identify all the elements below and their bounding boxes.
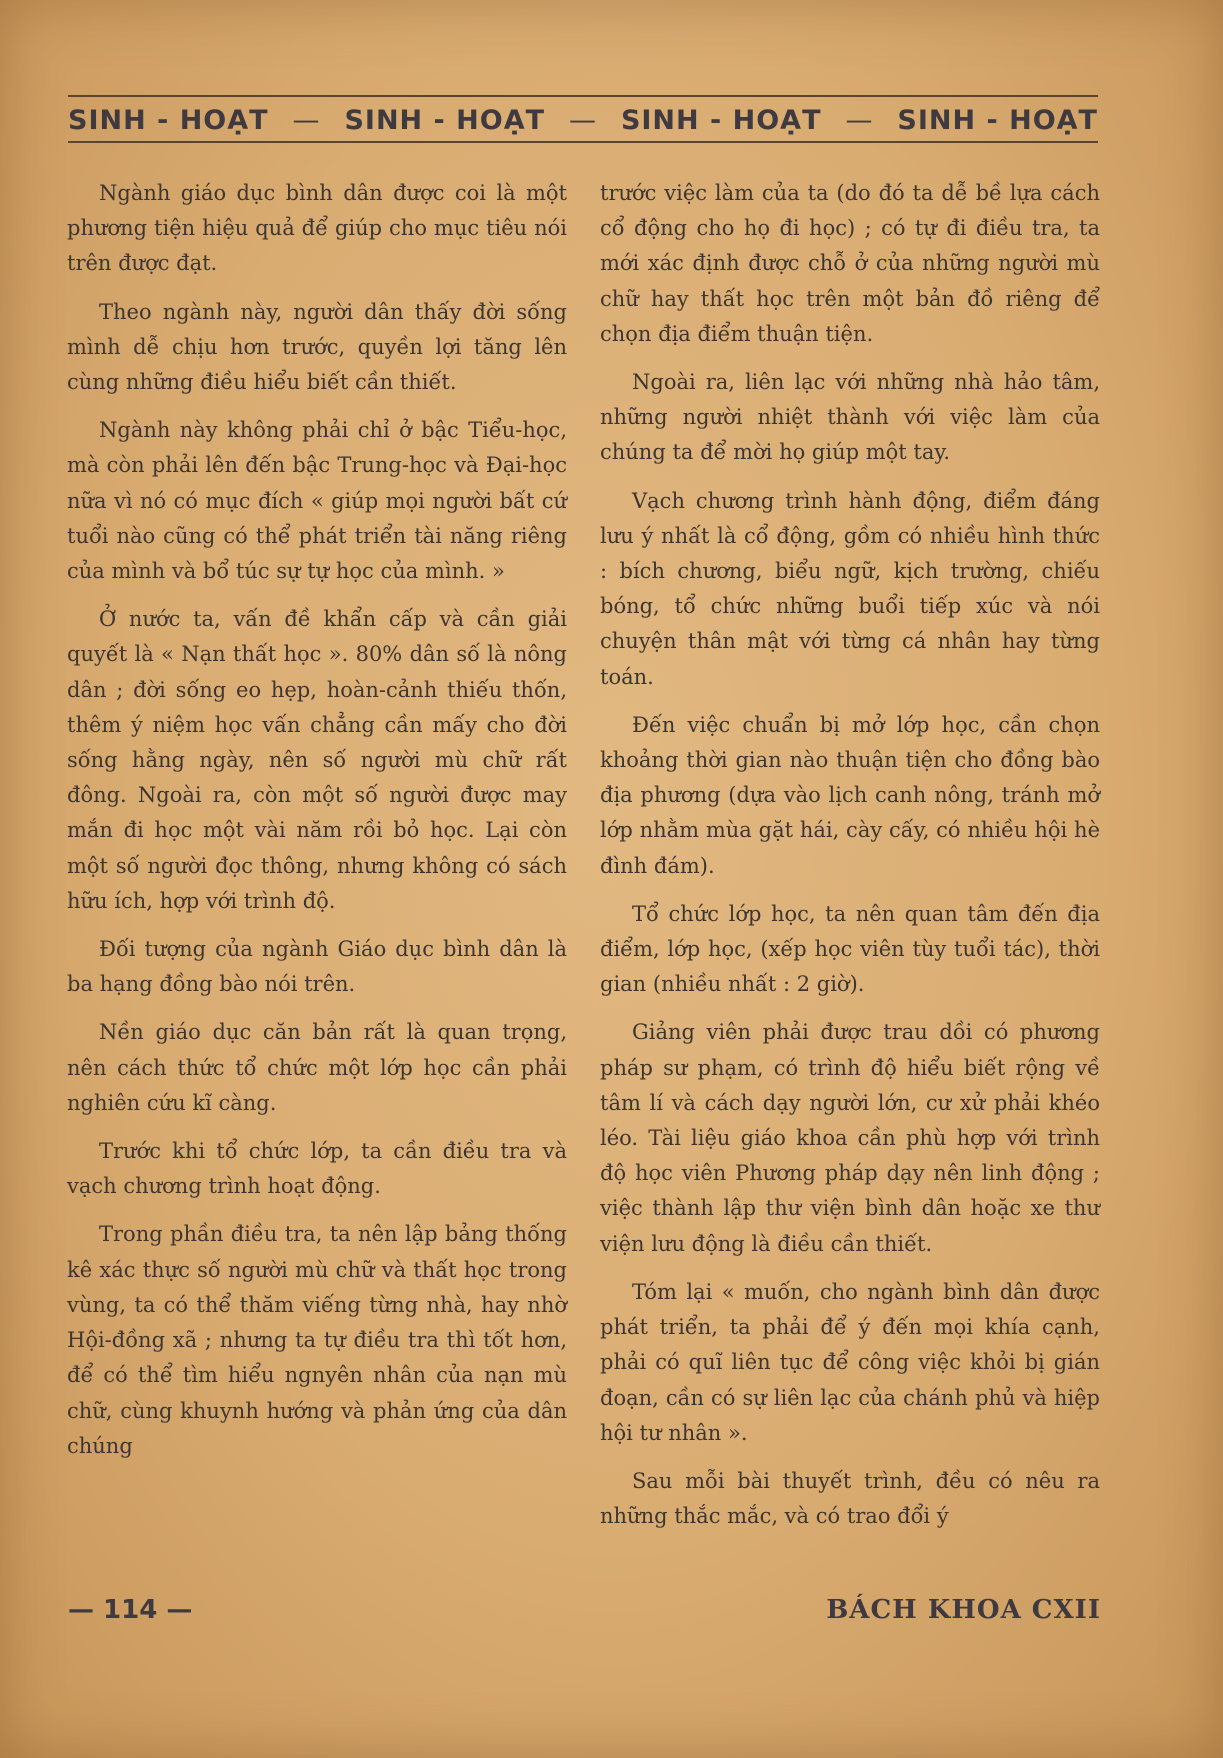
paragraph: Tóm lại « muốn, cho ngành bình dân được phát triển, ta phải để ý đến mọi khía cạnh, phải có quĩ liên tục để công việc khỏi bị gián đoạn, cần có sự liên lạc của chánh phủ và hiệp hội tư nhân ». [600,1279,1100,1445]
paragraph: Giảng viên phải được trau dồi có phương pháp sư phạm, có trình độ hiểu biết rộng về tâm lí và cách dạy người lớn, cư xử phải khéo léo. Tài liệu giáo khoa cần phù hợp với trình độ học viên Phương pháp dạy nên linh động ; việc thành lập thư viện bình dân hoặc xe thư viện lưu động là điều cần thiết. [600,1020,1100,1256]
header-item: SINH - HOẠT [344,104,546,136]
header-item: SINH - HOẠT [620,104,822,136]
header-separator: — [568,104,597,136]
header-separator: — [845,104,874,136]
header-bottom-rule [68,141,1098,143]
paragraph: Ngoài ra, liên lạc với những nhà hảo tâm, những người nhiệt thành với việc làm của chúng ta để mời họ giúp một tay. [600,370,1100,465]
paragraph: Trong phần điều tra, ta nên lập bảng thống kê xác thực số người mù chữ và thất học trong vùng, ta có thể thăm viếng từng nhà, hay nhờ Hội-đồng xã ; nhưng ta tự điều tra thì tốt hơn, để có thể tìm hiểu ngnyên nhân của nạn mù chữ, cùng khuynh hướng và phản ứng của dân chúng [67,1222,567,1458]
paragraph: Nền giáo dục căn bản rất là quan trọng, nên cách thức tổ chức một lớp học cần phải nghiên cứu kĩ càng. [67,1020,567,1115]
paragraph: Ở nước ta, vấn đề khẩn cấp và cần giải quyết là « Nạn thất học ». 80% dân số là nông dân ; đời sống eo hẹp, hoàn-cảnh thiếu thốn, thêm ý niệm học vấn chẳng cần mấy cho đời sống hằng ngày, nên số người mù chữ rất đông. Ngoài ra, còn một số người được may mắn đi học một vài năm rồi bỏ học. Lại còn một số người đọc thông, nhưng không có sách hữu ích, hợp với trình độ. [67,607,567,913]
paragraph: Theo ngành này, người dân thấy đời sống mình dễ chịu hơn trước, quyền lợi tăng lên cùng những điều hiểu biết cần thiết. [67,299,567,395]
right-column [600,176,1100,1547]
paragraph: Đối tượng của ngành Giáo dục bình dân là ba hạng đồng bào nói trên. [67,937,567,997]
paragraph: Đến việc chuẩn bị mở lớp học, cần chọn khoảng thời gian nào thuận tiện cho đồng bào địa phương (dựa vào lịch canh nông, tránh mở lớp nhằm mùa gặt hái, cày cấy, có nhiều hội hè đình đám). [600,712,1100,878]
paragraph: Ngành giáo dục bình dân được coi là một phương tiện hiệu quả để giúp cho mục tiêu nói trên được đạt. [67,181,567,276]
header-top-rule [68,95,1098,97]
paragraph: Vạch chương trình hành động, điểm đáng lưu ý nhất là cổ động, gồm có nhiều hình thức : bích chương, biểu ngữ, kịch trường, chiếu bóng, tổ chức những buổi tiếp xúc và nói chuyện thân mật với từng cá nhân hay từng toán. [600,488,1100,689]
header-item: SINH - HOẠT [68,104,269,136]
left-column [67,176,567,1477]
paragraph: Sau mỗi bài thuyết trình, đều có nêu ra những thắc mắc, và có trao đổi ý [600,1468,1100,1529]
paragraph: Ngành này không phải chỉ ở bậc Tiểu-học, mà còn phải lên đến bậc Trung-học và Đại-học nữa vì nó có mục đích « giúp mọi người bất cứ tuổi nào cũng có thể phát triển tài năng riêng của mình và bổ túc sự tự học của mình. » [67,418,567,584]
header-separator: — [292,104,321,136]
paragraph: trước việc làm của ta (do đó ta dễ bề lựa cách cổ động cho họ đi học) ; có tự đi điều tra, ta mới xác định được chỗ ở của những người mù chữ hay thất học trên một bản đồ riêng để chọn địa điểm thuận tiện. [600,181,1100,346]
paragraph: Tổ chức lớp học, ta nên quan tâm đến địa điểm, lớp học, (xếp học viên tùy tuổi tác), thời gian (nhiều nhất : 2 giờ). [600,901,1100,997]
running-header [68,100,1098,140]
page-number: — 114 — [68,1595,193,1625]
publication-name: BÁCH KHOA CXII [826,1595,1101,1625]
paragraph: Trước khi tổ chức lớp, ta cần điều tra và vạch chương trình hoạt động. [67,1139,567,1199]
header-item: SINH - HOẠT [897,104,1098,136]
